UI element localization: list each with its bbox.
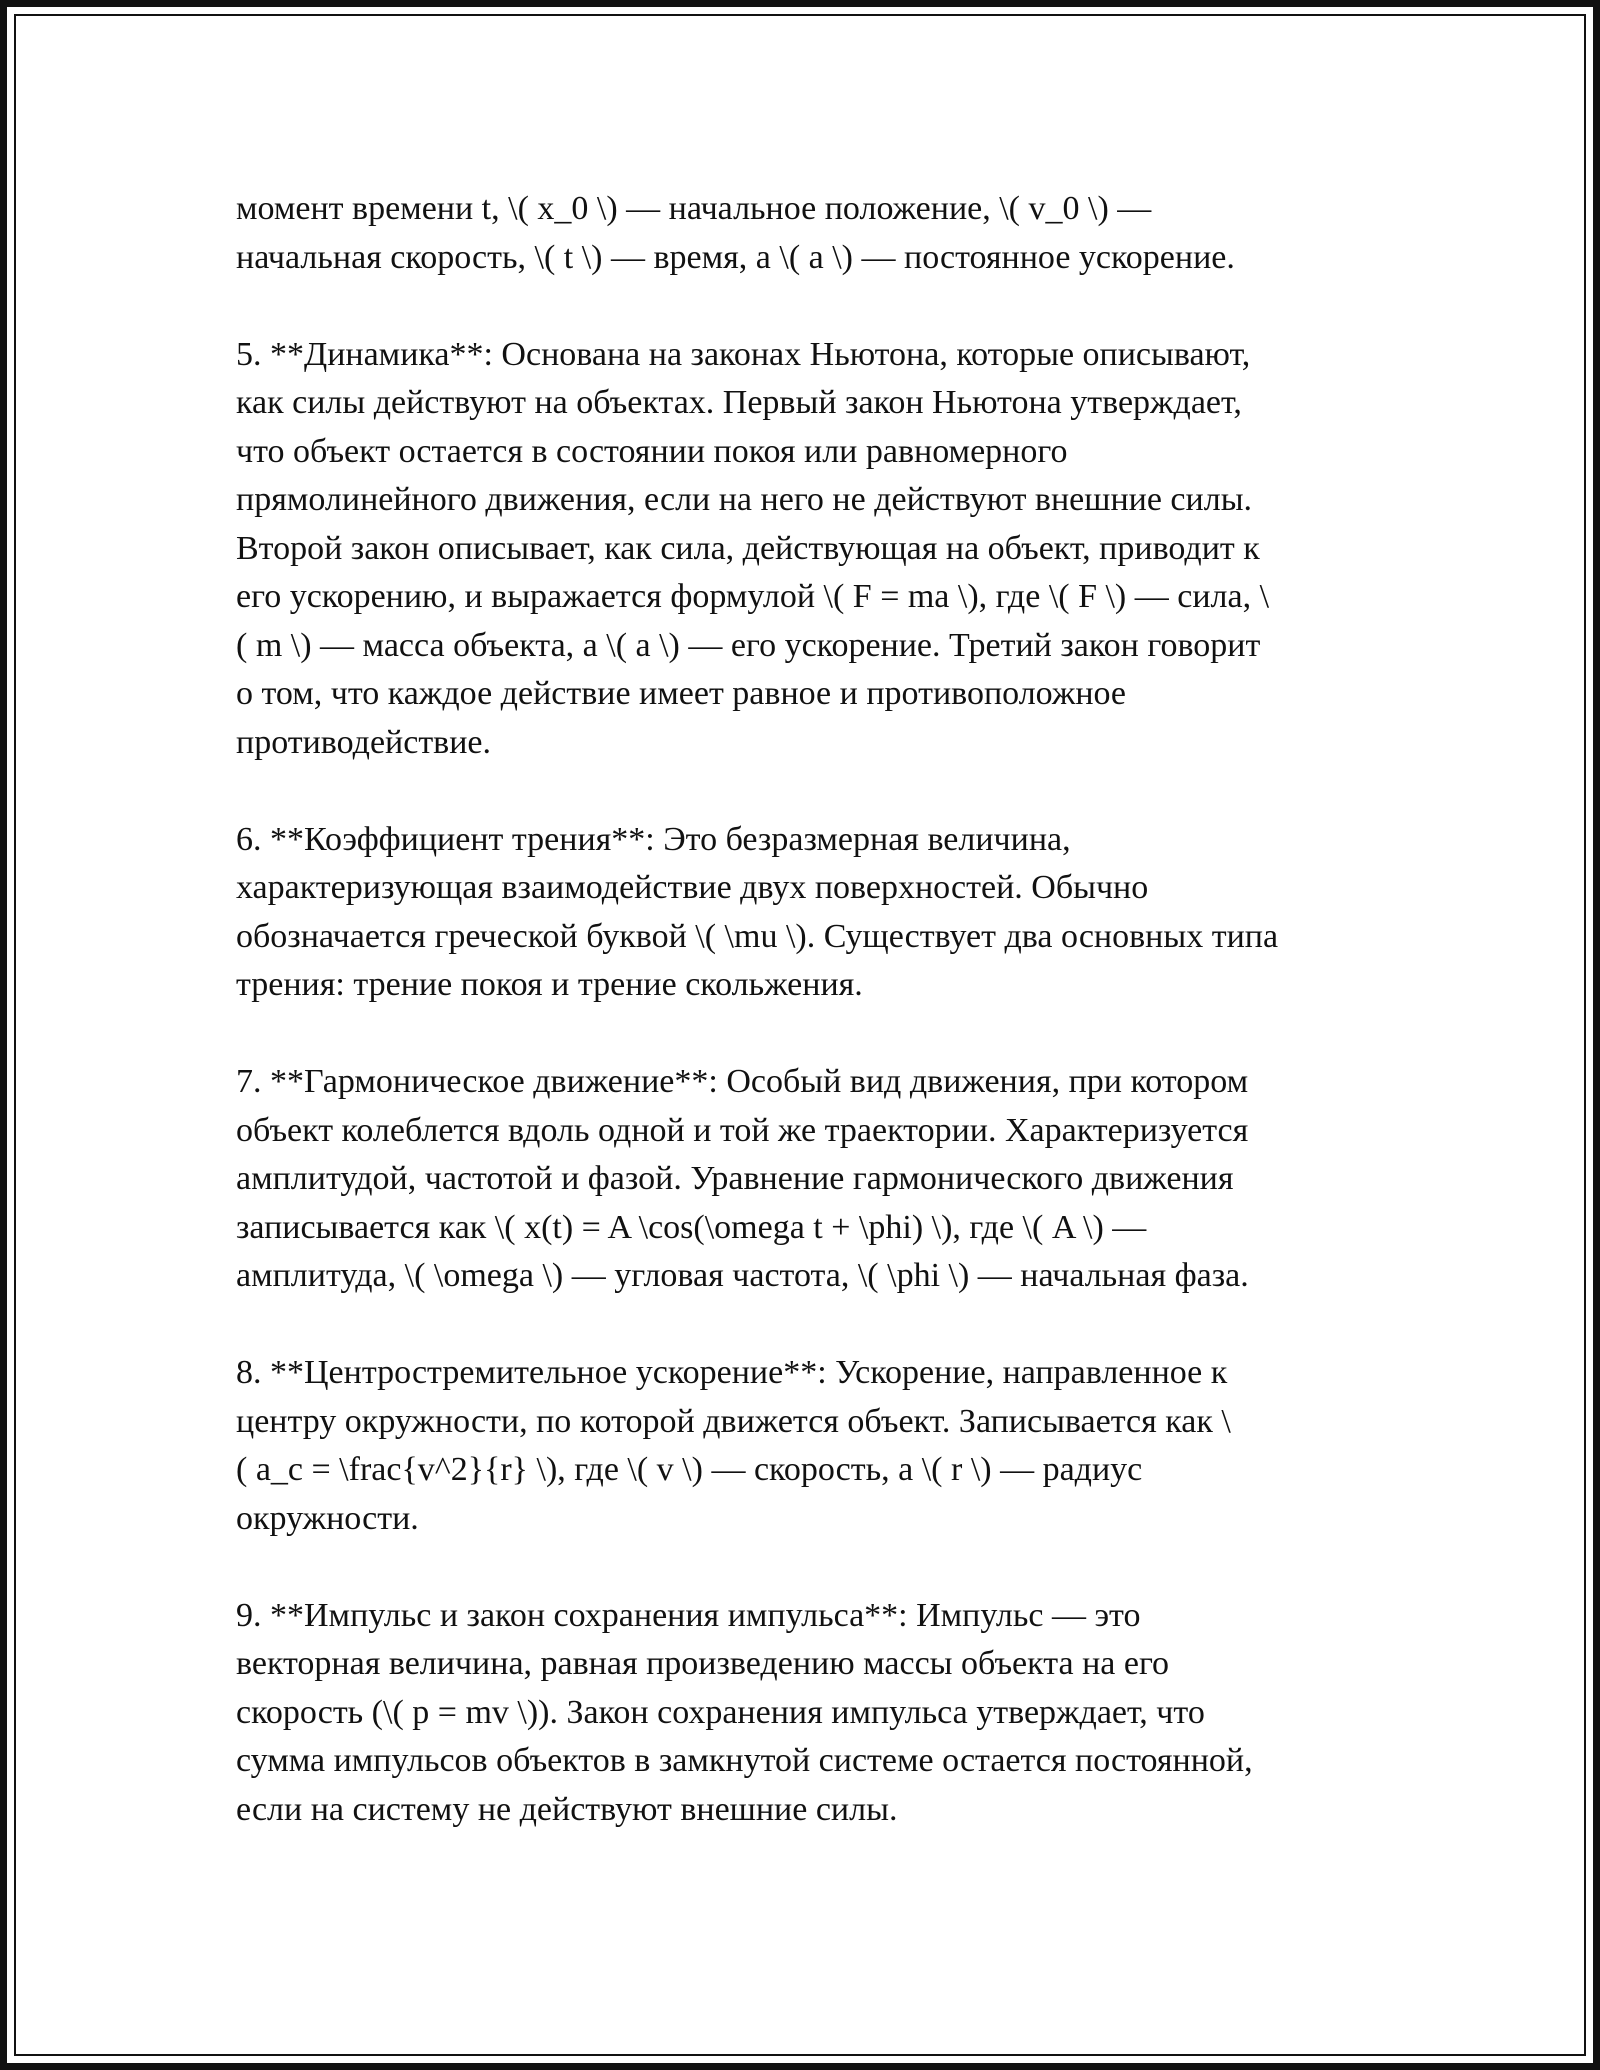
text-line: противодействие.: [236, 723, 492, 761]
text-line: 9. **Импульс и закон сохранения импульса**: Импульс — это: [236, 1596, 1141, 1634]
text-line: 6. **Коэффициент трения**: Это безразмерная величина,: [236, 820, 1071, 858]
text-line: прямолинейного движения, если на него не действуют внешние силы.: [236, 481, 1253, 518]
text-line: трения: трение покоя и трение скольжения.: [236, 966, 863, 1003]
text-line: объект колеблется вдоль одной и той же траектории. Характеризуется: [236, 1111, 1249, 1149]
document-body: [236, 185, 1376, 1883]
text-line: амплитудой, частотой и фазой. Уравнение гармонического движения: [236, 1160, 1234, 1197]
text-line: 7. **Гармоническое движение**: Особый вид движения, при котором: [236, 1063, 1249, 1100]
text-line: начальная скорость, \( t \) — время, а \( a \) — постоянное ускорение.: [236, 238, 1235, 276]
text-line: окружности.: [236, 1499, 419, 1537]
text-line: ( m \) — масса объекта, а \( a \) — его ускорение. Третий закон говорит: [236, 626, 1261, 664]
text-line: его ускорению, и выражается формулой \( F = ma \), где \( F \) — сила, \: [236, 578, 1270, 615]
text-line: обозначается греческой буквой \( \mu \). Существует два основных типа: [236, 917, 1279, 955]
text-line: как силы действуют на объектах. Первый закон Ньютона утверждает,: [236, 384, 1242, 421]
text-line: Второй закон описывает, как сила, действующая на объект, приводит к: [236, 529, 1260, 567]
paragraph-dynamics: [236, 331, 1376, 768]
paragraph-momentum: [236, 1592, 1376, 1835]
text-line: записывается как \( x(t) = A \cos(\omega t + \phi) \), где \( A \) —: [236, 1208, 1147, 1246]
paragraph-centripetal-acceleration: [236, 1349, 1376, 1543]
text-line: что объект остается в состоянии покоя или равномерного: [236, 432, 1068, 470]
paragraph-friction-coefficient: [236, 816, 1376, 1010]
text-line: момент времени t, \( x_0 \) — начальное положение, \( v_0 \) —: [236, 190, 1152, 227]
text-line: 8. **Центростремительное ускорение**: Ускорение, направленное к: [236, 1354, 1228, 1391]
text-line: о том, что каждое действие имеет равное и противоположное: [236, 675, 1127, 712]
text-line: амплитуда, \( \omega \) — угловая частота, \( \phi \) — начальная фаза.: [236, 1257, 1249, 1294]
text-line: характеризующая взаимодействие двух поверхностей. Обычно: [236, 869, 1149, 906]
text-line: если на систему не действуют внешние силы.: [236, 1790, 898, 1828]
text-line: 5. **Динамика**: Основана на законах Ньютона, которые описывают,: [236, 335, 1251, 373]
paragraph-kinematics-continued: [236, 185, 1376, 282]
text-line: скорость (\( p = mv \)). Закон сохранения импульса утверждает, что: [236, 1693, 1205, 1731]
text-line: ( a_c = \frac{v^2}{r} \), где \( v \) — скорость, а \( r \) — радиус: [236, 1451, 1143, 1488]
text-line: центру окружности, по которой движется объект. Записывается как \: [236, 1402, 1231, 1440]
text-line: сумма импульсов объектов в замкнутой системе остается постоянной,: [236, 1742, 1253, 1779]
paragraph-harmonic-motion: [236, 1058, 1376, 1301]
text-line: векторная величина, равная произведению массы объекта на его: [236, 1645, 1170, 1682]
